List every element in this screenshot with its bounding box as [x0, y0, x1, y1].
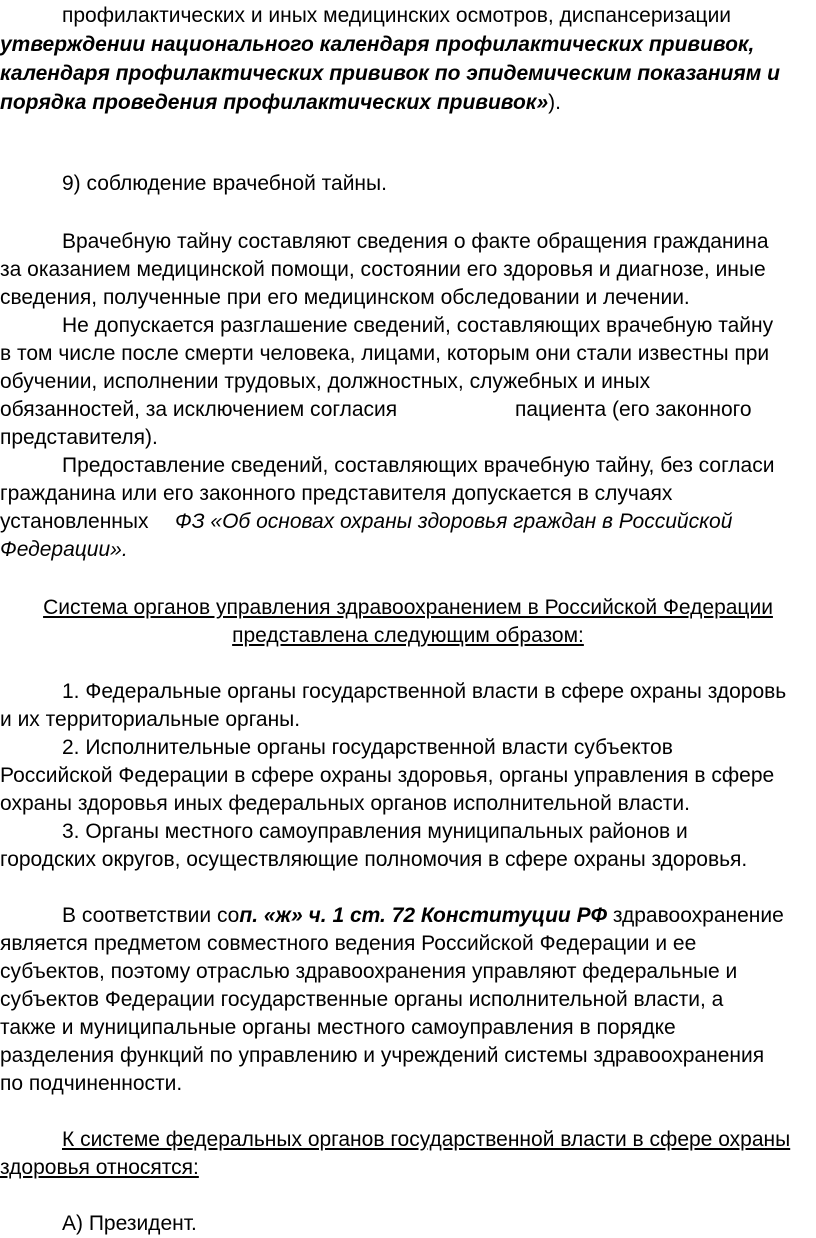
constitution-line-6: разделения функций по управлению и учреждений системы здравоохранения [0, 1044, 765, 1067]
item-9: 9) соблюдение врачебной тайны. [62, 172, 387, 195]
system-item-2-line-3: охраны здоровья иных федеральных органов исполнительной власти. [0, 792, 690, 815]
secrecy-p3-line-2: гражданина или его законного представителя допускается в случаях [0, 482, 673, 505]
system-item-3-line-1: 3. Органы местного самоуправления муниципальных районов и [62, 820, 688, 843]
constitution-line-2: является предметом совместного ведения Российской Федерации и ее [0, 932, 697, 955]
law-reference: ФЗ «Об основах охраны здоровья граждан в Российской [175, 510, 733, 533]
federal-heading-line-1: К системе федеральных органов государственной власти в сфере охраны [62, 1128, 791, 1151]
system-heading-line-1: Система органов управления здравоохранением в Российской Федерации [43, 596, 773, 619]
intro-line-3: календаря профилактических прививок по эпидемическим показаниям и [0, 62, 780, 85]
system-item-1-line-1: 1. Федеральные органы государственной власти в сфере охраны здоровь [62, 680, 787, 703]
secrecy-p2-line-4-left: обязанностей, за исключением согласия [0, 398, 398, 421]
constitution-line-1-start: В соответствии со [62, 904, 240, 927]
system-item-3-line-2: городских округов, осуществляющие полномочия в сфере охраны здоровья. [0, 848, 748, 871]
constitution-line-3: субъектов, поэтому отраслью здравоохранения управляют федеральные и [0, 960, 738, 983]
constitution-line-1 [62, 902, 784, 930]
intro-line-2: утверждении национального календаря профилактических прививок, [0, 33, 755, 56]
secrecy-p2-line-1: Не допускается разглашение сведений, составляющих врачебную тайну [62, 314, 774, 337]
federal-heading-line-2: здоровья относятся: [0, 1156, 199, 1179]
constitution-reference: п. «ж» ч. 1 ст. 72 Конституции РФ [239, 904, 607, 927]
system-heading-line-2: представлена следующим образом: [232, 624, 584, 647]
secrecy-p1-line-2: за оказанием медицинской помощи, состоянии его здоровья и диагнозе, иные [0, 258, 766, 281]
secrecy-p3-line-4: Федерации». [0, 538, 128, 561]
secrecy-p2-line-4-right: пациента (его законного [515, 398, 752, 421]
secrecy-p2-line-3: обучении, исполнении трудовых, должностных, служебных и иных [0, 370, 651, 393]
secrecy-p2-line-5: представителя). [0, 426, 158, 449]
secrecy-p2-line-2: в том числе после смерти человека, лицами, которым они стали известны при [0, 342, 770, 365]
system-item-2-line-2: Российской Федерации в сфере охраны здоровья, органы управления в сфере [0, 764, 775, 787]
constitution-line-5: также и муниципальные органы местного самоуправления в порядке [0, 1016, 676, 1039]
constitution-line-7: по подчиненности. [0, 1072, 183, 1095]
intro-line-4 [0, 89, 561, 117]
secrecy-p1-line-3: сведения, полученные при его медицинском обследовании и лечении. [0, 286, 690, 309]
constitution-line-1-end: здравоохранение [612, 904, 784, 927]
secrecy-p3-line-3-left: установленных [0, 510, 149, 533]
intro-line-1: профилактических и иных медицинских осмотров, диспансеризации [62, 4, 732, 27]
secrecy-p1-line-1: Врачебную тайну составляют сведения о факте обращения гражданина [62, 230, 769, 253]
intro-line-4-tail: ). [548, 91, 561, 114]
system-item-2-line-1: 2. Исполнительные органы государственной власти субъектов [62, 736, 673, 759]
federal-item-a: А) Президент. [62, 1212, 197, 1235]
constitution-line-4: субъектов Федерации государственные органы исполнительной власти, а [0, 988, 724, 1011]
system-item-1-line-2: и их территориальные органы. [0, 708, 301, 731]
intro-line-4-bold: порядка проведения профилактических прививок» [0, 91, 549, 114]
secrecy-p3-line-1: Предоставление сведений, составляющих врачебную тайну, без согласи [62, 454, 775, 477]
